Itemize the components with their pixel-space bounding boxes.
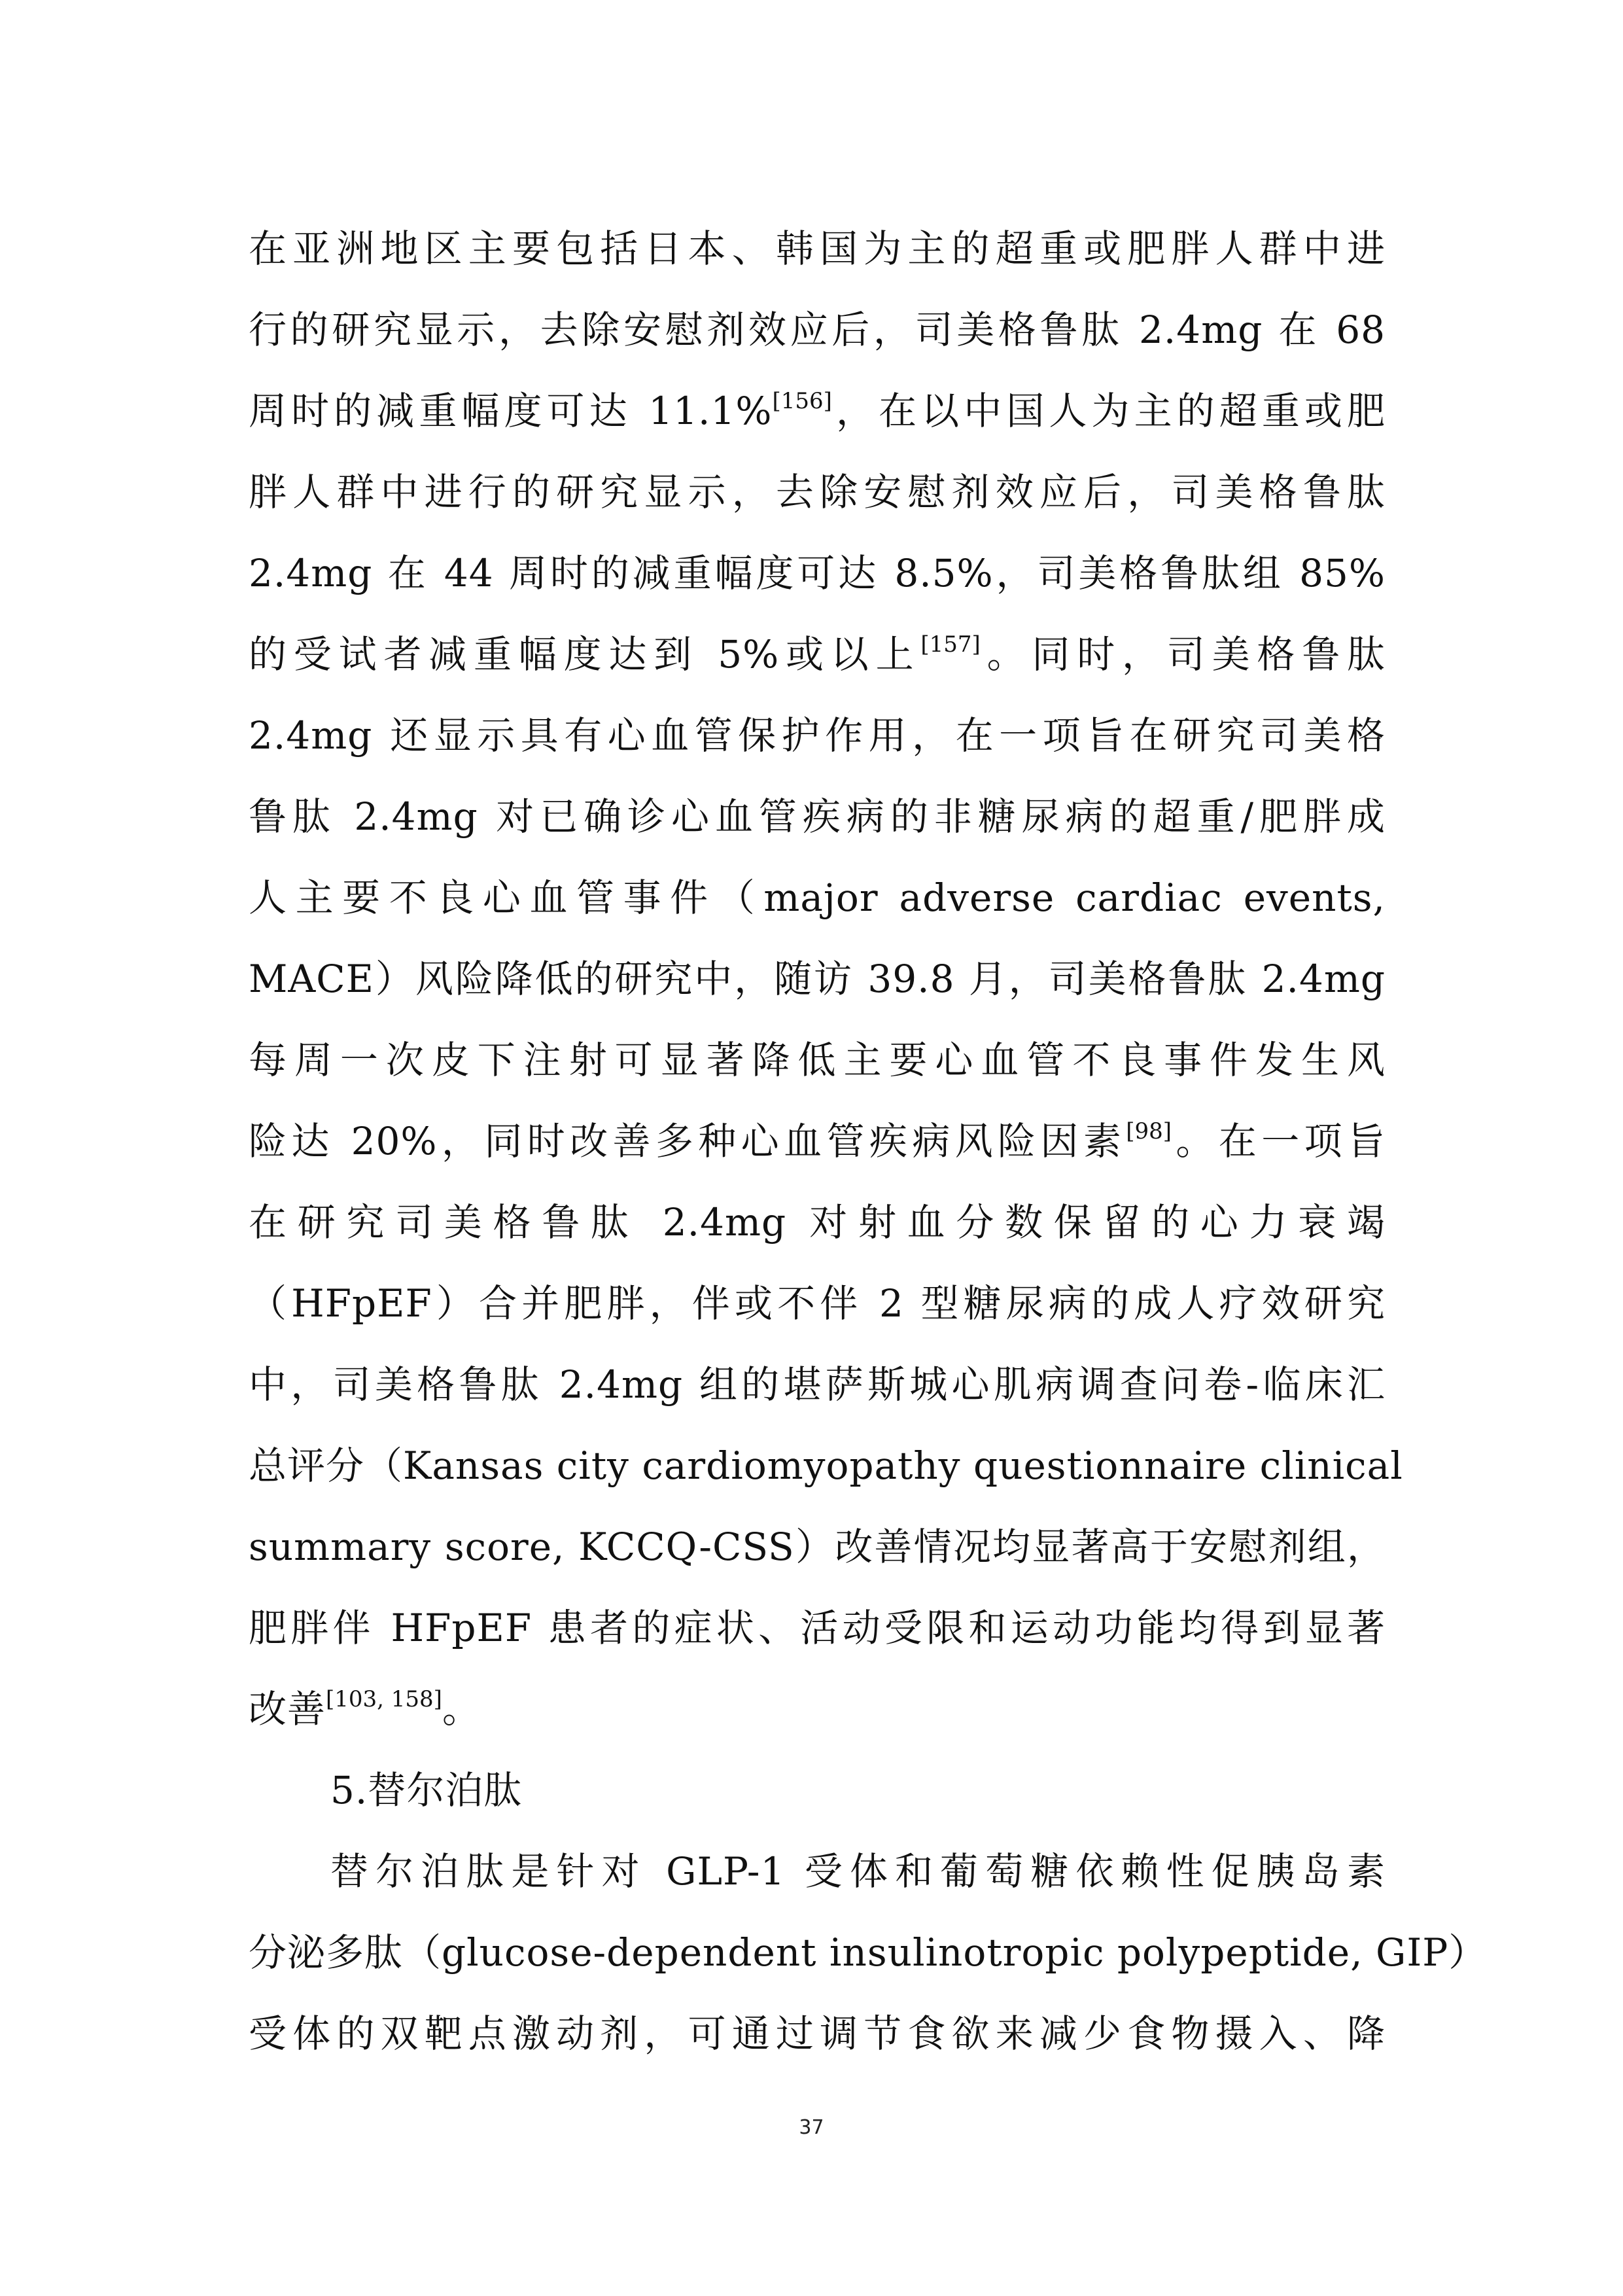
body-line-17: summary score, KCCQ-CSS）改善情况均显著高于安慰剂组， xyxy=(249,1525,1386,1569)
para2-line-1: 替尔泊肽是针对 GLP-1 受体和葡萄糖依赖性促胰岛素 xyxy=(330,1849,1386,1894)
body-line-11: 每周一次皮下注射可显著降低主要心血管不良事件发生风 xyxy=(249,1038,1386,1082)
citation-superscript: [103, 158] xyxy=(326,1686,442,1712)
body-line-10: MACE）风险降低的研究中，随访 39.8 月，司美格鲁肽 2.4mg xyxy=(249,957,1386,1001)
body-line-14: （HFpEF）合并肥胖，伴或不伴 2 型糖尿病的成人疗效研究 xyxy=(249,1281,1386,1326)
body-line-12 xyxy=(249,1108,1386,1174)
line-text: 的受试者减重幅度达到 5%或以上 xyxy=(249,632,921,677)
body-line-8: 鲁肽 2.4mg 对已确诊心血管疾病的非糖尿病的超重/肥胖成 xyxy=(249,794,1386,839)
body-line-6 xyxy=(249,622,1386,687)
body-line-18: 肥胖伴 HFpEF 患者的症状、活动受限和运动功能均得到显著 xyxy=(249,1606,1386,1650)
para2-line-2: 分泌多肽（glucose-dependent insulinotropic polypeptide, GIP） xyxy=(249,1930,1488,1975)
line-text: 险达 20%，同时改善多种心血管疾病风险因素 xyxy=(249,1119,1126,1163)
para2-line-3: 受体的双靶点激动剂，可通过调节食欲来减少食物摄入、降 xyxy=(249,2011,1386,2056)
body-line-13: 在研究司美格鲁肽 2.4mg 对射血分数保留的心力衰竭 xyxy=(249,1200,1386,1245)
body-line-3 xyxy=(249,378,1386,444)
line-text: 。在一项旨 xyxy=(1172,1119,1386,1163)
citation-superscript: [156] xyxy=(772,388,832,414)
body-line-4: 胖人群中进行的研究显示，去除安慰剂效应后，司美格鲁肽 xyxy=(249,470,1386,514)
line-text: 。 xyxy=(442,1687,481,1731)
body-line-16: 总评分（Kansas city cardiomyopathy questionnaire clinical xyxy=(249,1443,1403,1488)
page-number: 37 xyxy=(799,2116,824,2139)
body-line-9: 人主要不良心血管事件（major adverse cardiac events, xyxy=(249,875,1386,920)
body-line-7: 2.4mg 还显示具有心血管保护作用，在一项旨在研究司美格 xyxy=(249,713,1386,758)
citation-superscript: [157] xyxy=(920,631,981,658)
line-text: 周时的减重幅度可达 11.1% xyxy=(249,389,773,433)
line-text: 。同时，司美格鲁肽 xyxy=(980,632,1386,677)
body-line-15: 中，司美格鲁肽 2.4mg 组的堪萨斯城心肌病调查问卷-临床汇 xyxy=(249,1362,1386,1407)
body-line-1: 在亚洲地区主要包括日本、韩国为主的超重或肥胖人群中进 xyxy=(249,226,1386,271)
body-line-5: 2.4mg 在 44 周时的减重幅度可达 8.5%，司美格鲁肽组 85% xyxy=(249,551,1386,595)
citation-superscript: [98] xyxy=(1126,1118,1172,1144)
body-line-2: 行的研究显示，去除安慰剂效应后，司美格鲁肽 2.4mg 在 68 xyxy=(249,308,1386,352)
line-text: 改善 xyxy=(249,1687,326,1731)
section-heading: 5.替尔泊肽 xyxy=(330,1768,523,1812)
line-text: ，在以中国人为主的超重或肥 xyxy=(831,389,1386,433)
body-line-19 xyxy=(249,1676,1386,1742)
